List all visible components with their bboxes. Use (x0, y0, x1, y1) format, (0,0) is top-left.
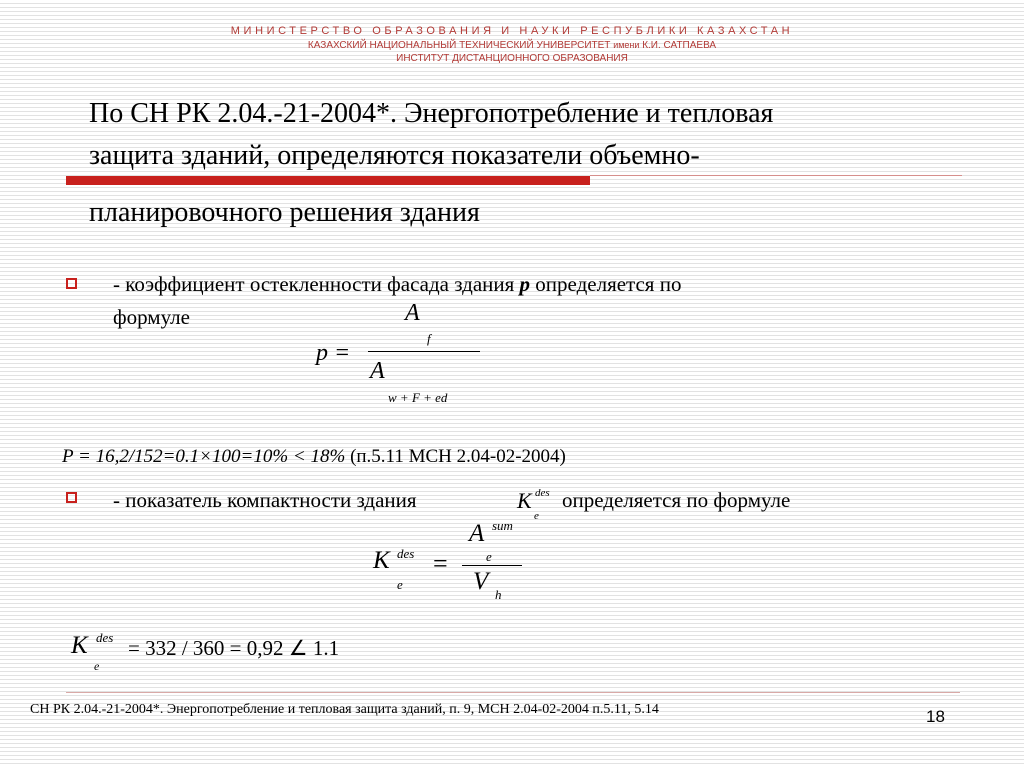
formula2-equals: = (433, 549, 448, 578)
university-name: К.И. САТПАЕВА (642, 40, 717, 51)
formula2-denominator: V (473, 568, 489, 595)
bullet-square-icon (66, 492, 77, 503)
title-divider-bar (66, 176, 590, 185)
formula2-numerator-superscript: sum (492, 518, 513, 533)
ministry-header: МИНИСТЕРСТВО ОБРАЗОВАНИЯ И НАУКИ РЕСПУБЛИКИ КАЗАХСТАН (230, 25, 794, 37)
institute-header: ИНСТИТУТ ДИСТАНЦИОННОГО ОБРАЗОВАНИЯ (396, 53, 628, 64)
university-imeni: имени (613, 40, 640, 50)
title-divider-line (590, 175, 962, 176)
formula2-numerator: A (469, 520, 485, 547)
glazing-coefficient-text-line-2: формуле (113, 305, 190, 329)
slide-title-line-1: По СН РК 2.04.-21-2004*. Энергопотребление и тепловая (89, 98, 774, 129)
formula1-fraction-bar (368, 351, 480, 352)
compactness-symbol-subscript: e (534, 510, 539, 522)
university-header (0, 40, 1024, 51)
slide-title-line-3: планировочного решения здания (89, 197, 480, 228)
formula2-lhs-superscript: des (397, 546, 415, 561)
compactness-symbol: K (517, 488, 532, 513)
formula2-lhs-subscript: e (397, 577, 403, 592)
bullet-square-icon (66, 278, 77, 289)
compactness-calc-superscript: des (96, 630, 114, 645)
compactness-symbol-superscript: des (535, 487, 550, 499)
formula1-denominator: A (370, 358, 385, 384)
slide-title-line-2: защита зданий, определяются показатели объемно- (89, 140, 700, 171)
formula1-numerator-subscript: f (427, 331, 431, 346)
glazing-calculation (62, 446, 566, 468)
glazing-calculation-reference: (п.5.11 МСН 2.04-02-2004) (345, 446, 566, 467)
compactness-calc-symbol: K (71, 632, 88, 659)
glazing-text-before: - коэффициент остекленности фасада здания (113, 272, 520, 296)
compactness-text-after: определяется по формуле (562, 488, 791, 512)
compactness-text-before: - показатель компактности здания (113, 488, 417, 512)
formula1-lhs: p = (316, 340, 351, 366)
glazing-symbol: p (519, 272, 531, 296)
glazing-coefficient-text (113, 271, 681, 297)
glazing-text-after: определяется по (530, 272, 682, 296)
formula2-fraction-bar (462, 565, 522, 566)
glazing-calculation-expression: P = 16,2/152=0.1×100=10% < 18% (62, 446, 346, 467)
compactness-calc-subscript: e (94, 659, 100, 673)
page-number: 18 (926, 707, 945, 726)
formula2-numerator-subscript: e (486, 549, 492, 564)
formula2-denominator-subscript: h (495, 587, 502, 602)
formula1-denominator-subscript: w + F + ed (388, 390, 448, 405)
compactness-calc-expression: = 332 / 360 = 0,92 ∠ 1.1 (128, 636, 340, 660)
university-prefix: КАЗАХСКИЙ НАЦИОНАЛЬНЫЙ ТЕХНИЧЕСКИЙ УНИВЕРСИТЕТ (307, 40, 611, 51)
formula1-numerator: A (405, 300, 420, 326)
footnote: СН РК 2.04.-21-2004*. Энергопотребление и тепловая защита зданий, п. 9, МСН 2.04-02-2004 п.5.11, 5.14 (30, 702, 659, 717)
formula2-lhs: K (373, 547, 390, 574)
footer-divider (66, 692, 960, 693)
